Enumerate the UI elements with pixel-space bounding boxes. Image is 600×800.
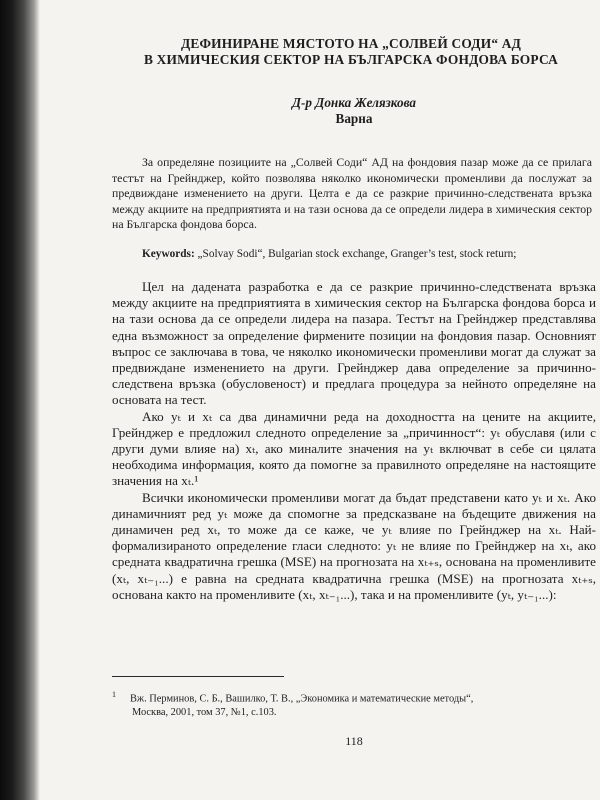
body-text <box>112 279 596 603</box>
paper-page <box>112 36 596 796</box>
paragraph: Цел на дадената разработка е да се разкрие причинно-следствената връзка между акциите на предприятията в химическия сектор на Българска фондова борса и на тази основа да се определи лидера на пазара. Тестът на Грейнджер представлява една възможност за определение фирмените позиции на фондовия пазар. Основният въпрос се заключава в това, че няколко икономически променливи могат да служат за предвиждане изменението на други. Грейнджер дава определение за причинно-следствена връзка (обусловеност) и предлага процедура за нейното определяне на основата на тест. <box>112 279 596 408</box>
footnote-divider <box>112 676 284 677</box>
paper-title-line-1: ДЕФИНИРАНЕ МЯСТОТО НА „СОЛВЕЙ СОДИ“ АД <box>180 36 522 51</box>
footnote-line-2: Москва, 2001, том 37, №1, с.103. <box>132 707 277 719</box>
keywords-label: Keywords: <box>142 247 195 260</box>
author-name: Д-р Донка Желязкова <box>292 95 416 110</box>
paragraph: Всички икономически променливи могат да бъдат представени като yₜ и xₜ. Ако динамичният ред yₜ може да спомогне за предсказване на бъдещите движения на динамичен ред xₜ, то може да се каже, че yₜ влияе по Грейнджер на xₜ. Най-формализираното определение гласи следното: yₜ не влияе по Грейнджер на xₜ, ако средната квадратична грешка (MSE) на прогнозата на xₜ₊ₛ, основана на променливите (xₜ, xₜ₋₁...) е равна на средната квадратична грешка (MSE) на прогнозата xₜ₊ₛ, основана както на променливите (xₜ, xₜ₋₁...), така и на променливите (yₜ, yₜ₋₁...): <box>112 489 596 602</box>
footnote-mark: 1 <box>112 690 116 699</box>
page-number: 118 <box>345 734 363 748</box>
scan-dark-edge <box>0 0 40 800</box>
keywords-text: „Solvay Sodi“, Bulgarian stock exchange, Granger’s test, stock return; <box>197 247 517 260</box>
author-city: Варна <box>335 111 373 126</box>
footnote-line-1: Вж. Перминов, С. Б., Вашилко, Т. В., „Экономика и математические методы“, <box>130 693 474 705</box>
abstract: За определяне позициите на „Солвей Соди“ АД на фондовия пазар може да се прилага тестът на Грейнджер, който позволява няколко икономически променливи да послужат за предвиждане изменението на други. Целта е да се разкрие причинно-следствената връзка между акциите на предприятията и на тази основа да се определи лидера в химическия сектор на Българска фондова борса. <box>112 155 592 231</box>
keywords <box>112 247 596 263</box>
footnote <box>112 688 592 720</box>
paper-title-line-2: В ХИМИЧЕСКИЯ СЕКТОР НА БЪЛГАРСКА ФОНДОВА БОРСА <box>143 52 559 67</box>
paragraph: Ако yₜ и xₜ са два динамични реда на доходността на цените на акциите, Грейнджер е предложил следното определение за „причинност“: yₜ обуславя (или с други думи влияе на) xₜ, ако миналите значения на yₜ включват в себе си цялата необходима информация, която да помогне за правилното определяне на настоящите значения на xₜ.¹ <box>112 408 596 489</box>
